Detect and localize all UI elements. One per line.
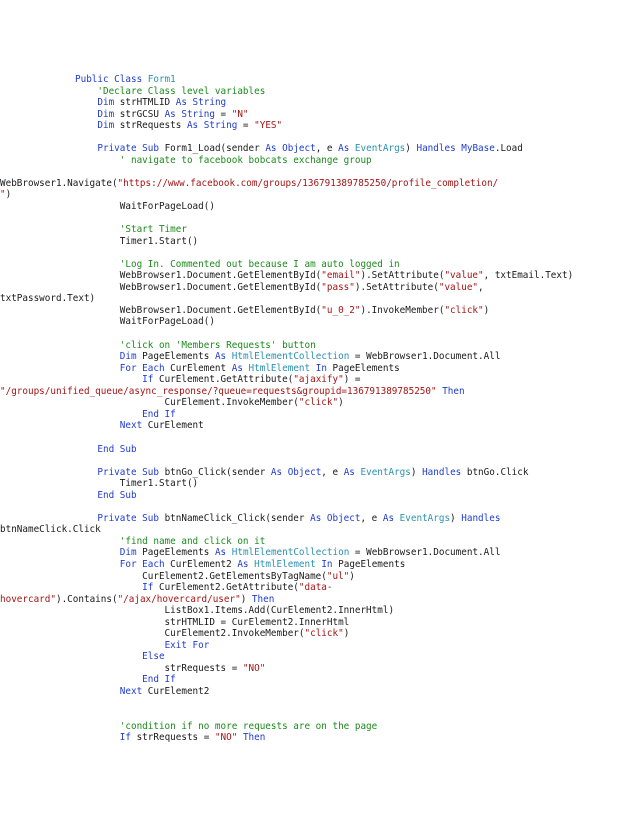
code-line — [75, 617, 635, 629]
keyword-token: Next — [119, 685, 143, 697]
text-token: ).Contains( — [55, 593, 118, 605]
text-token: , e — [315, 143, 339, 155]
string-token: "email" — [321, 270, 361, 282]
type-token: HtmlElementCollection — [231, 547, 350, 559]
code-line — [75, 686, 635, 698]
keyword-token: Dim — [97, 97, 115, 109]
code-line — [75, 698, 635, 710]
code-line — [75, 513, 635, 525]
comment-token: 'condition if no more requests are on the page — [75, 720, 378, 732]
code-line — [75, 282, 635, 294]
text-token: CurElement — [164, 362, 232, 374]
code-line — [75, 640, 635, 652]
keyword-token: Private Sub — [97, 512, 159, 524]
text-token — [75, 97, 97, 108]
text-token: Form1_Load(sender — [158, 143, 266, 155]
code-line — [75, 201, 635, 213]
text-token — [75, 374, 142, 385]
text-token: strRequests — [114, 120, 187, 132]
text-token: ) — [5, 189, 12, 201]
string-token: "u_0_2" — [321, 304, 361, 316]
keyword-token: Dim — [97, 108, 115, 120]
string-token: "/groups/unified_queue/async_response/?queue=requests&groupid=136791389785250" — [0, 385, 437, 397]
code-line — [75, 582, 635, 594]
text-token — [75, 467, 97, 478]
string-token: "click" — [298, 397, 339, 409]
code-line — [75, 97, 635, 109]
text-token — [75, 143, 97, 154]
type-token: EventArgs — [360, 466, 411, 478]
comment-token: 'Start Timer — [75, 224, 187, 236]
code-line — [75, 663, 635, 675]
text-token — [75, 444, 97, 455]
keyword-token: As String — [164, 108, 215, 120]
comment-token: 'Declare Class level variables — [75, 85, 266, 97]
text-token: strRequests = — [75, 662, 243, 674]
text-token: CurElement2.InvokeMember( — [75, 628, 305, 640]
code-line — [75, 501, 635, 513]
code-line — [0, 386, 635, 398]
string-token: "NO" — [242, 662, 266, 674]
comment-token: 'Log In. Commented out because I am auto logged in — [75, 258, 400, 270]
text-token: strRequests = — [130, 732, 215, 744]
text-token: WebBrowser1.Document.GetElementById( — [75, 270, 322, 282]
keyword-token: As Object — [310, 512, 361, 524]
keyword-token: As — [214, 351, 227, 363]
code-line — [75, 559, 635, 571]
string-token: "N" — [231, 108, 249, 120]
code-line — [0, 189, 635, 201]
type-token: HtmlElement — [248, 362, 311, 374]
text-token: = — [214, 108, 232, 120]
code-line — [75, 721, 635, 733]
code-line — [75, 536, 635, 548]
text-token: WebBrowser1.Navigate( — [0, 177, 118, 189]
text-token: btnGo.Click — [461, 466, 529, 478]
code-line — [75, 467, 635, 479]
text-token: ).InvokeMember( — [360, 304, 445, 316]
keyword-token: End Sub — [97, 443, 137, 455]
keyword-token: As — [214, 547, 227, 559]
code-line — [75, 143, 635, 155]
code-line — [75, 120, 635, 132]
code-line — [75, 74, 635, 86]
comment-token: ' navigate to facebook bobcats exchange group — [75, 154, 372, 166]
keyword-token: As String — [186, 120, 238, 132]
keyword-token: If — [142, 582, 154, 594]
code-line — [75, 316, 635, 328]
code-line — [75, 547, 635, 559]
keyword-token: Dim — [119, 351, 137, 363]
text-token — [75, 686, 120, 697]
keyword-token: Then — [442, 385, 465, 397]
text-token: ) — [410, 466, 423, 478]
text-token: , e — [321, 466, 344, 478]
text-token: PageElements — [136, 351, 215, 363]
string-token: "pass" — [321, 281, 355, 293]
keyword-token: For Each — [119, 362, 165, 374]
text-token: strGCSU — [114, 108, 165, 120]
text-token — [75, 363, 120, 374]
code-line — [75, 628, 635, 640]
code-line — [75, 605, 635, 617]
keyword-token: Dim — [97, 120, 115, 132]
code-line — [75, 328, 635, 340]
code-line — [75, 213, 635, 225]
comment-token: 'click on 'Members Requests' button — [75, 339, 316, 351]
keyword-token: As String — [175, 97, 227, 109]
text-token: CurElement2 — [164, 558, 238, 570]
keyword-token: Next — [119, 420, 143, 432]
text-token: ) — [343, 628, 350, 640]
keyword-token: If — [142, 374, 154, 386]
text-token: WebBrowser1.Document.GetElementById( — [75, 281, 322, 293]
text-token: = WebBrowser1.Document.All — [349, 351, 501, 363]
text-token: WebBrowser1.Document.GetElementById( — [75, 304, 322, 316]
string-token: "click" — [304, 628, 344, 640]
code-line — [75, 374, 635, 386]
text-token: ) — [338, 397, 344, 409]
code-line — [75, 351, 635, 363]
keyword-token: In — [315, 362, 327, 374]
text-token: = — [237, 120, 255, 132]
text-token: , e — [360, 512, 383, 524]
text-token: PageElements — [136, 547, 215, 559]
text-token — [75, 420, 120, 431]
code-line — [75, 270, 635, 282]
code-line — [75, 571, 635, 583]
code-line — [75, 397, 635, 409]
text-token: Timer1.Start() — [75, 235, 199, 247]
code-line — [0, 524, 635, 536]
type-token: EventArgs — [399, 512, 451, 524]
string-token: "ul" — [326, 570, 350, 582]
code-line — [75, 259, 635, 271]
code-line — [75, 166, 635, 178]
text-token: Timer1.Start() — [75, 478, 199, 490]
code-line — [75, 709, 635, 721]
code-line — [75, 490, 635, 502]
code-listing — [0, 74, 635, 744]
code-line — [75, 109, 635, 121]
text-token: WaitForPageLoad() — [75, 316, 215, 328]
text-token — [75, 490, 97, 501]
text-token: ).SetAttribute( — [354, 281, 439, 293]
text-token: CurElement.GetAttribute( — [153, 374, 294, 386]
string-token: "https://www.facebook.com/groups/136791389785250/profile_completion/ — [117, 177, 499, 189]
code-line — [75, 674, 635, 686]
string-token: "value" — [444, 270, 484, 282]
text-token: CurElement.InvokeMember( — [75, 397, 299, 409]
code-line — [75, 478, 635, 490]
code-line — [75, 409, 635, 421]
string-token: "/ajax/hovercard/user" — [117, 593, 241, 605]
text-token: CurElement2.GetAttribute( — [153, 582, 299, 594]
code-line — [75, 224, 635, 236]
keyword-token: End If — [142, 408, 176, 420]
keyword-token: Then — [242, 732, 266, 744]
text-token: CurElement — [142, 420, 204, 432]
text-token: btnNameClick_Click(sender — [158, 512, 311, 524]
keyword-token: As — [343, 466, 355, 478]
text-token — [75, 559, 120, 570]
keyword-token: In — [321, 558, 333, 570]
keyword-token: Private Sub — [97, 466, 159, 478]
keyword-token: Dim — [119, 547, 137, 559]
code-line — [75, 236, 635, 248]
text-token: ) = — [343, 374, 361, 386]
keyword-token: Handles — [461, 512, 501, 524]
code-line — [0, 594, 635, 606]
keyword-token: Handles — [422, 466, 462, 478]
keyword-token: End Sub — [97, 489, 137, 501]
keyword-token: If — [119, 732, 131, 744]
text-token — [75, 109, 97, 120]
keyword-token: Private Sub — [97, 143, 159, 155]
text-token: = WebBrowser1.Document.All — [349, 547, 501, 559]
text-token: WaitForPageLoad() — [75, 201, 215, 213]
keyword-token: As — [382, 512, 395, 524]
string-token: " — [0, 189, 6, 201]
comment-token: 'find name and click on it — [75, 535, 266, 547]
string-token: "click" — [444, 304, 484, 316]
code-line — [75, 455, 635, 467]
keyword-token: End If — [142, 674, 176, 686]
text-token — [75, 351, 120, 362]
type-token: Form1 — [147, 74, 176, 85]
keyword-token: As Object — [270, 466, 322, 478]
text-token — [75, 732, 120, 743]
text-token — [75, 674, 142, 685]
text-token: ) — [483, 304, 490, 316]
keyword-token: Else — [142, 651, 165, 663]
text-token — [75, 640, 165, 651]
code-line — [75, 247, 635, 259]
text-token: ).SetAttribute( — [360, 270, 445, 282]
text-token: CurElement2 — [142, 685, 210, 697]
keyword-token: Then — [251, 593, 275, 605]
string-token: "value" — [438, 281, 479, 293]
code-line — [75, 432, 635, 444]
text-token — [75, 582, 142, 593]
text-token — [75, 513, 97, 524]
text-token: ListBox1.Items.Add(CurElement2.InnerHtml) — [75, 605, 395, 617]
text-token: strHTMLID — [114, 97, 176, 109]
text-token: txtPassword.Text) — [0, 293, 96, 305]
text-token: ) — [450, 512, 462, 524]
text-token: strHTMLID = CurElement2.InnerHtml — [75, 616, 350, 628]
keyword-token: Public Class — [75, 74, 148, 85]
keyword-token: As Object — [265, 143, 316, 155]
text-token: btnGo_Click(sender — [158, 466, 271, 478]
code-line — [75, 305, 635, 317]
text-token: CurElement2.GetElementsByTagName( — [75, 570, 327, 582]
keyword-token: As — [231, 362, 243, 374]
string-token: "YES" — [254, 120, 283, 132]
code-line — [75, 340, 635, 352]
code-line — [75, 155, 635, 167]
type-token: EventArgs — [354, 143, 406, 155]
text-token: .Load — [494, 143, 523, 155]
code-line — [75, 732, 635, 744]
text-token: PageElements — [326, 362, 400, 374]
code-line — [75, 651, 635, 663]
keyword-token: Exit For — [164, 639, 210, 651]
text-token: , — [478, 281, 484, 293]
code-line — [75, 363, 635, 375]
keyword-token: As — [338, 143, 350, 155]
code-line — [0, 293, 635, 305]
code-line — [75, 444, 635, 456]
text-token — [75, 651, 142, 662]
string-token: "ajaxify" — [293, 374, 344, 386]
type-token: HtmlElementCollection — [231, 351, 350, 363]
string-token: "NO" — [214, 732, 238, 744]
text-token: , txtEmail.Text) — [483, 270, 574, 282]
keyword-token: Handles MyBase — [416, 143, 495, 155]
string-token: "data- — [298, 582, 333, 594]
code-line — [0, 178, 635, 190]
text-token — [75, 547, 120, 558]
text-token: ) — [349, 570, 355, 582]
code-line — [75, 86, 635, 98]
text-token — [75, 409, 142, 420]
keyword-token: For Each — [119, 558, 165, 570]
code-line — [75, 132, 635, 144]
text-token — [75, 120, 97, 131]
text-token: btnNameClick.Click — [0, 524, 101, 536]
code-line — [75, 420, 635, 432]
text-token: PageElements — [332, 558, 406, 570]
text-token: ) — [240, 593, 252, 605]
type-token: HtmlElement — [254, 558, 316, 570]
string-token: hovercard" — [0, 593, 56, 605]
text-token: ) — [405, 143, 417, 155]
keyword-token: As — [237, 558, 249, 570]
